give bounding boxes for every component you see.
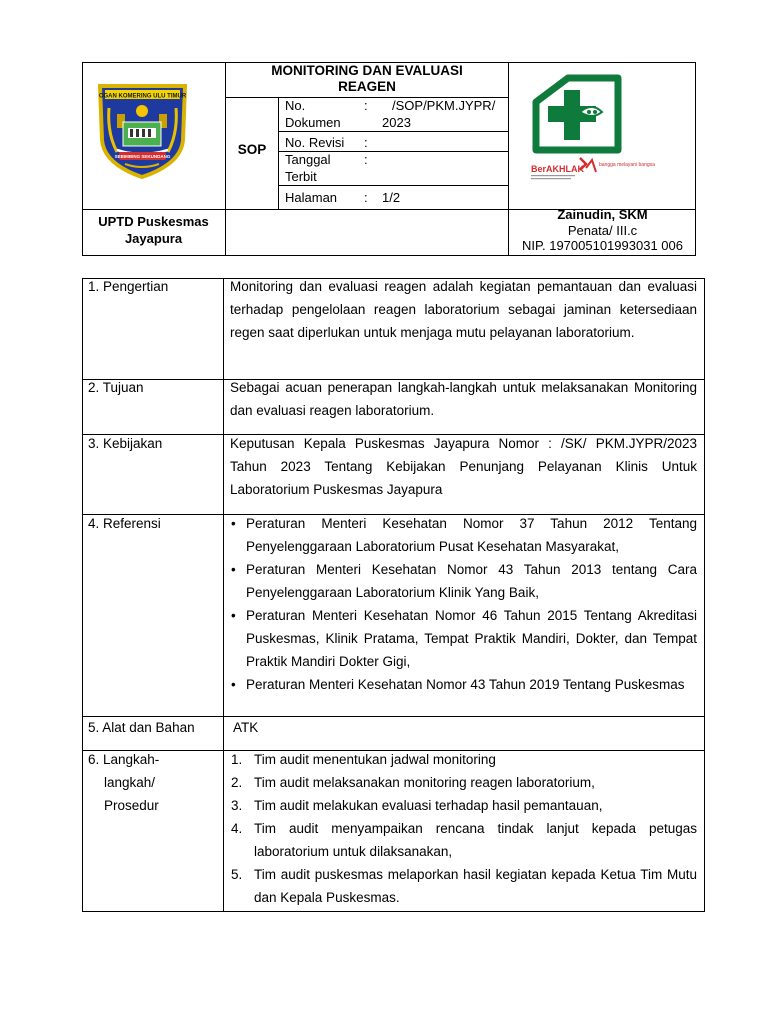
field-halaman-value: 1/2 xyxy=(382,190,401,205)
signer-name: Zainudin, SKM xyxy=(557,207,648,222)
langkah-item: 1. Tim audit menentukan jadwal monitoring xyxy=(231,752,496,767)
field-halaman-label: Halaman xyxy=(285,190,338,205)
field-no-revisi-label: No. Revisi xyxy=(285,135,345,150)
organization-name: UPTD Puskesmas Jayapura xyxy=(98,214,209,246)
emblem-bottom-text: SEBIMBING SEKUNDANG xyxy=(114,154,171,159)
field-no-dokumen-value: /SOP/PKM.JYPR/ 2023 xyxy=(382,98,496,130)
langkah-label xyxy=(88,748,159,817)
signer-rank: Penata/ III.c xyxy=(567,223,638,238)
emblem-top-text: OGAN KOMERING ULU TIMUR xyxy=(98,93,187,100)
berakhlak-text: BerAKHLAK xyxy=(531,164,585,174)
alat-text: ATK xyxy=(233,720,259,735)
field-tanggal-terbit-sep: : xyxy=(364,152,368,167)
referensi-list xyxy=(230,512,697,696)
document-title: MONITORING DAN EVALUASI REAGEN xyxy=(271,63,463,94)
referensi-label: 4. Referensi xyxy=(88,516,161,531)
langkah-label-line-2: langkah/ xyxy=(104,775,156,790)
tujuan-label: 2. Tujuan xyxy=(88,380,144,395)
langkah-item: 4. Tim audit menyampaikan rencana tindak lanjut kepada petugas laboratorium untuk dilaksanakan, xyxy=(231,821,697,859)
referensi-item: • Peraturan Menteri Kesehatan Nomor 43 Tahun 2013 tentang Cara Penyelenggaraan Laboratorium Klinik Yang Baik, xyxy=(230,558,697,604)
tujuan-text: Sebagai acuan penerapan langkah-langkah untuk melaksanakan Monitoring dan evaluasi reagen laboratorium. xyxy=(230,380,697,418)
langkah-label-line-1: 6. Langkah- xyxy=(88,752,160,767)
langkah-item: 3. Tim audit melakukan evaluasi terhadap hasil pemantauan, xyxy=(231,798,603,813)
langkah-item: 5. Tim audit puskesmas melaporkan hasil kegiatan kepada Ketua Tim Mutu dan Kepala Puskesmas. xyxy=(231,867,697,905)
sop-label: SOP xyxy=(237,142,267,157)
field-no-revisi-sep: : xyxy=(364,135,368,150)
signer-nip: NIP. 197005101993031 006 xyxy=(522,238,683,253)
pengertian-text: Monitoring dan evaluasi reagen adalah kegiatan pemantauan dan evaluasi terhadap pengelolaan reagen laboratorium sebagai jaminan ketersediaan regen saat diperlukan untuk menjaga mutu pelayanan laboratorium. xyxy=(230,279,697,340)
field-no-dokumen-sep: : xyxy=(364,98,368,113)
field-halaman-sep: : xyxy=(364,190,368,205)
puskesmas-logo xyxy=(528,72,655,186)
referensi-item: • Peraturan Menteri Kesehatan Nomor 46 Tahun 2015 Tentang Akreditasi Puskesmas, Klinik Pratama, Tempat Praktik Mandiri, Dokter, dan Tempat Praktik Mandiri Dokter Gigi, xyxy=(230,604,697,673)
pengertian-label: 1. Pengertian xyxy=(88,279,169,294)
kebijakan-text: Keputusan Kepala Puskesmas Jayapura Nomor : /SK/ PKM.JYPR/2023 Tahun 2023 Tentang Kebijakan Penunjang Pelayanan Klinis Untuk Laboratorium Puskesmas Jayapura xyxy=(230,436,697,497)
langkah-item: 2. Tim audit melaksanakan monitoring reagen laboratorium, xyxy=(231,775,595,790)
regency-emblem-logo xyxy=(95,78,190,180)
field-no-dokumen-label: No. Dokumen xyxy=(285,98,341,130)
alat-label: 5. Alat dan Bahan xyxy=(88,720,195,735)
referensi-item: • Peraturan Menteri Kesehatan Nomor 43 Tahun 2019 Tentang Puskesmas xyxy=(230,673,697,696)
referensi-item: • Peraturan Menteri Kesehatan Nomor 37 Tahun 2012 Tentang Penyelenggaraan Laboratorium Pusat Kesehatan Masyarakat, xyxy=(230,512,697,558)
kebijakan-label: 3. Kebijakan xyxy=(88,436,163,451)
slogan-text: bangga melayani bangsa xyxy=(599,162,655,168)
langkah-label-line-3: Prosedur xyxy=(104,798,159,813)
field-tanggal-terbit-label: Tanggal Terbit xyxy=(285,152,331,184)
langkah-list xyxy=(229,748,697,909)
